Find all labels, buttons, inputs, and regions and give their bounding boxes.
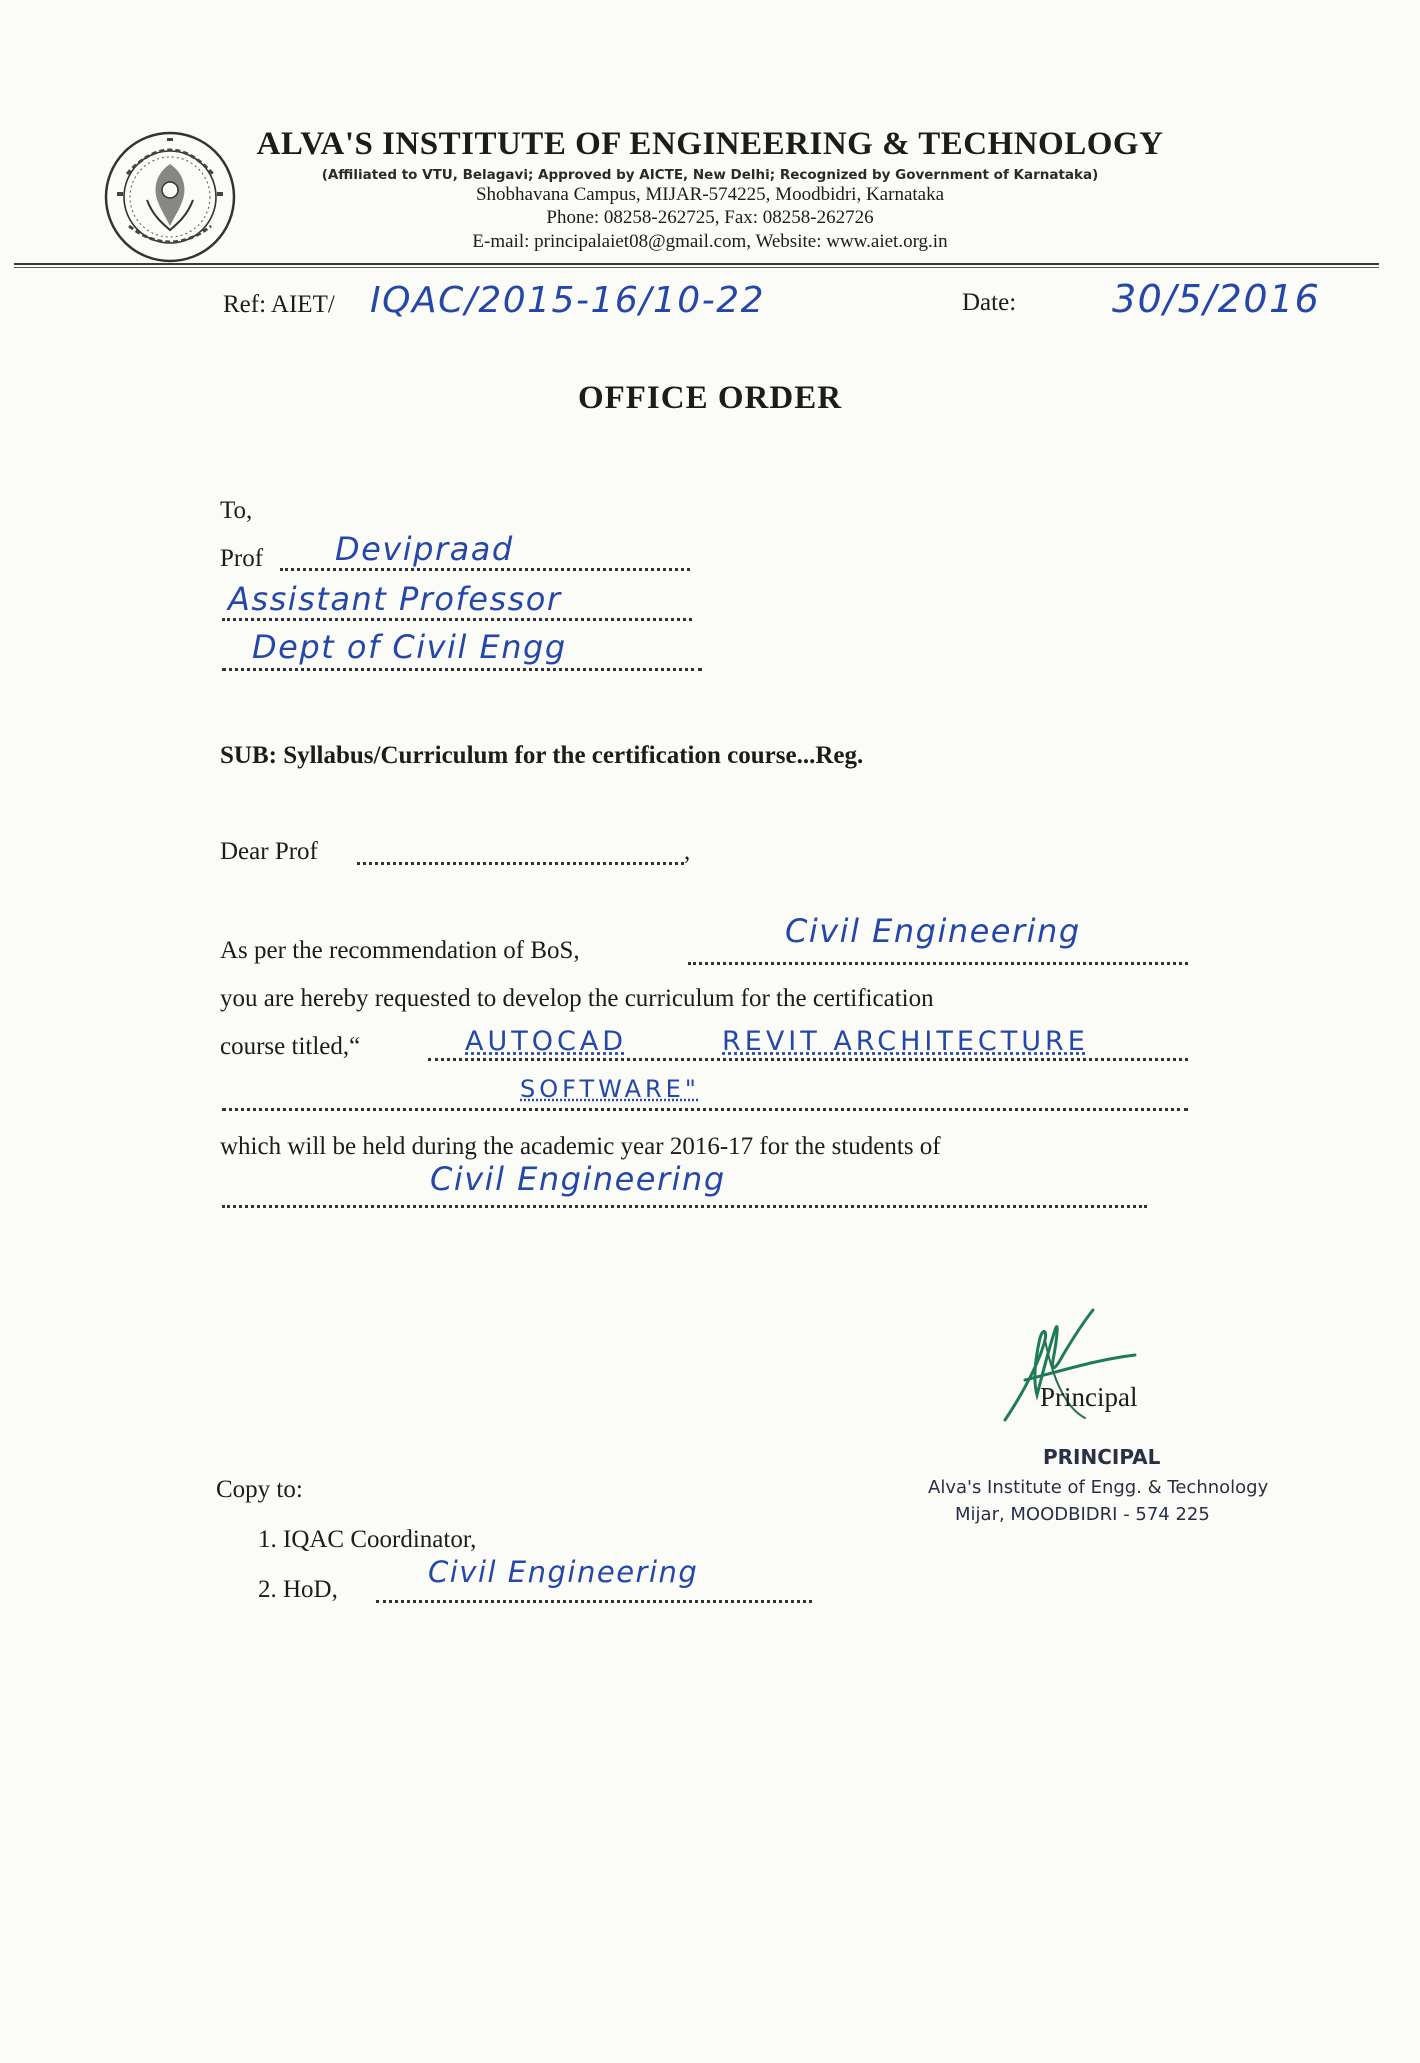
ref-number: IQAC/2015-16/10-22 [370, 280, 765, 321]
institute-name: ALVA'S INSTITUTE OF ENGINEERING & TECHNOLOGY [256, 126, 1164, 162]
stamp-line-1: Alva's Institute of Engg. & Technology [928, 1477, 1269, 1498]
ref-label: Ref: AIET/ [223, 291, 335, 318]
students-department: Civil Engineering [430, 1160, 726, 1198]
document-title: OFFICE ORDER [577, 380, 843, 416]
salutation-comma: , [684, 838, 691, 865]
stamp-line-2: Mijar, MOODBIDRI - 574 225 [955, 1504, 1210, 1525]
seal-icon [103, 130, 237, 264]
affiliation-line: (Affiliated to VTU, Belagavi; Approved by AICTE, New Delhi; Recognized by Government of Karnataka) [321, 167, 1099, 183]
bos-name: Civil Engineering [785, 912, 1081, 950]
signature-label: Principal [1040, 1382, 1138, 1412]
hod-dotted-line [376, 1600, 812, 1603]
department-dotted-line [222, 668, 702, 671]
body-line-5: which will be held during the academic year 2016-17 for the students of [220, 1133, 941, 1160]
phone-line: Phone: 08258-262725, Fax: 08258-262726 [546, 207, 874, 228]
hod-department: Civil Engineering [428, 1555, 699, 1589]
email-website-line: E-mail: principalaiet08@gmail.com, Website: www.aiet.org.in [472, 231, 948, 252]
salutation: Dear Prof [220, 838, 318, 865]
copy-to-item-2-label: 2. HoD, [258, 1576, 338, 1603]
course-dotted-line-1 [428, 1058, 1188, 1061]
prof-label: Prof [220, 545, 264, 572]
salutation-dotted-line [357, 862, 684, 865]
addressee-designation: Assistant Professor [228, 580, 562, 618]
designation-dotted-line [222, 618, 692, 621]
body-line-3: course titled,“ [220, 1033, 361, 1060]
addressee-department: Dept of Civil Engg [252, 628, 567, 666]
body-line-2: you are hereby requested to develop the curriculum for the certification [220, 985, 934, 1012]
students-dotted-line [222, 1205, 1147, 1208]
bos-dotted-line [688, 962, 1188, 965]
address-line: Shobhavana Campus, MIJAR-574225, Moodbidri, Karnataka [475, 184, 945, 205]
body-line-1: As per the recommendation of BoS, [220, 937, 580, 964]
copy-to-item-1: 1. IQAC Coordinator, [258, 1526, 477, 1553]
addressee-name: Devipraad [335, 530, 514, 568]
name-dotted-line [280, 568, 690, 571]
date-label: Date: [962, 289, 1017, 316]
stamp-title: PRINCIPAL [1043, 1445, 1161, 1469]
date-value: 30/5/2016 [1112, 277, 1321, 321]
header-divider-thin [14, 267, 1379, 268]
course-title-part-3: SOFTWARE" [520, 1075, 700, 1103]
to-label: To, [220, 497, 253, 524]
course-title-part-2: REVIT ARCHITECTURE [722, 1026, 1089, 1057]
course-dotted-line-2 [222, 1108, 1188, 1111]
subject-line: SUB: Syllabus/Curriculum for the certification course...Reg. [220, 742, 864, 769]
header-divider [14, 263, 1379, 265]
course-title-part-1: AUTOCAD [465, 1026, 628, 1057]
copy-to-label: Copy to: [216, 1476, 303, 1503]
